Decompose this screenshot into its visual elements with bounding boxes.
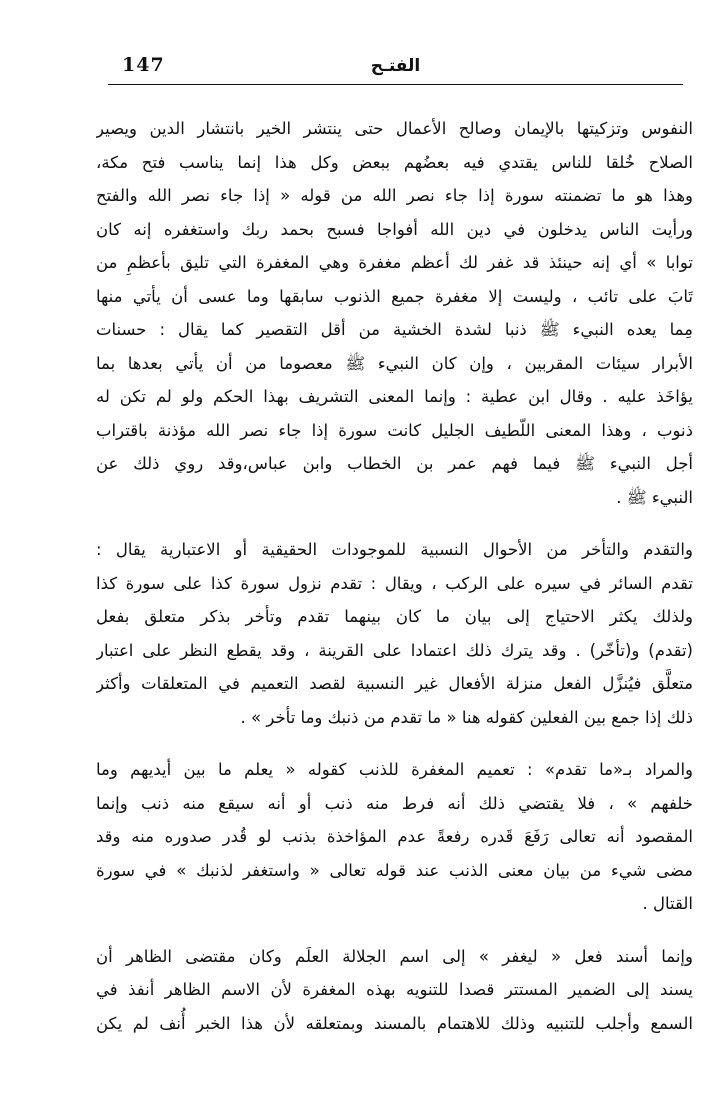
running-head: الفتـح bbox=[370, 56, 421, 76]
text-line: الأبرار سيئات المقربين ، وإن كان النبيء ﷺ معصوما من أن يأتي بعدها بما bbox=[96, 353, 693, 373]
text-line: المقصود أنه تعالى رَفَعَ قَدره رفعةً عدم المؤاخذة بذنب لو قُدر صدوره منه وقد bbox=[96, 827, 693, 846]
text-line: وإنما أسند فعل « ليغفر » إلى اسم الجلالة العلَم وكان مقتضى الظاهر أن bbox=[96, 946, 693, 966]
page-number: 147 bbox=[122, 54, 165, 76]
text-line: النفوس وتزكيتها بالإيمان وصالح الأعمال حتى ينتشر الخير بانتشار الدين ويصير bbox=[96, 119, 693, 138]
paragraph-gap bbox=[96, 921, 693, 940]
text-line: والتقدم والتأخر من الأحوال النسبية للموجودات الحقيقية أو الاعتبارية يقال : bbox=[96, 540, 693, 559]
text-line: (تقدم) و(تأخّر) . وقد يترك ذلك اعتمادا على القرينة ، وقد يقطع النظر على اعتبار bbox=[96, 640, 693, 660]
text-line: السمع وأجلب للتنبيه وذلك للاهتمام بالمسند وبمتعلقه لأن هذا الخبر أُنف لم يكن bbox=[96, 1013, 693, 1033]
paragraph-gap bbox=[96, 514, 693, 533]
text-line: ورأيت الناس يدخلون في دين الله أفواجا فسبح بحمد ربك واستغفره إنه كان bbox=[96, 219, 693, 239]
text-line: مضى شيء من بيان معنى الذنب عند قوله تعالى « واستغفر لذنبك » في سورة bbox=[96, 860, 693, 880]
text-line: القتال . bbox=[642, 894, 693, 913]
text-line: والمراد بـ«ما تقدم» : تعميم المغفرة للذنب كقوله « يعلم ما بين أيديهم وما bbox=[96, 760, 693, 779]
text-line: وهذا هو ما تضمنته سورة إذا جاء نصر الله من قوله « إذا جاء نصر الله والفتح bbox=[96, 186, 693, 205]
text-line: يسند إلى الضمير المستتر قصدا للتنويه بهذه المغفرة لأن الاسم الظاهر أنفذ في bbox=[96, 980, 693, 999]
paragraph-gap bbox=[96, 734, 693, 753]
text-line: مِما يعده النبيء ﷺ ذنبا لشدة الخشية من أقل التقصير كما يقال : حسنات bbox=[96, 320, 693, 339]
header-rule bbox=[108, 84, 683, 85]
text-line: النبيء ﷺ . bbox=[616, 487, 693, 507]
text-line: تقدم السائر في سيره على الركب ، ويقال : تقدم نزول سورة كذا على سورة كذا bbox=[96, 573, 693, 593]
text-line: ذنوب ، وهذا المعنى اللّطيف الجليل كانت سورة إذا جاء نصر الله مؤذنة باقتراب bbox=[96, 420, 693, 440]
paragraph-2 bbox=[96, 533, 693, 734]
text-line: خلفهم » ، فلا يقتضي ذلك أنه فرط منه ذنب أو أنه سيقع منه ذنب وإنما bbox=[96, 793, 693, 813]
paragraph-4 bbox=[96, 940, 693, 1041]
text-line: يؤاخَذ عليه . وقال ابن عطية : وإنما المعنى التشريف بهذا الحكم ولو لم تكن له bbox=[96, 387, 693, 406]
text-line: الصلاح خُلقا للناس يقتدي فيه بعضُهم ببعض وكل هذا إنما يناسب فتح مكة، bbox=[96, 152, 693, 172]
text-line: تَابَ على تائب ، وليست إلا مغفرة جميع الذنوب سابقها وما عسى أن يأتي منها bbox=[96, 286, 693, 306]
text-line: ولذلك يكثر الاحتياج إلى بيان ما كان بينهما تقدم وتأخر بذكر متعلق بفعل bbox=[96, 607, 693, 626]
body-text bbox=[96, 112, 693, 1040]
text-line: توابا » أي إنه حينئذ قد غفر لك أعظم مغفرة وهي المغفرة التي تليق بأعظمِ من bbox=[96, 253, 693, 272]
text-line: ذلك إذا جمع بين الفعلين كقوله هنا « ما تقدم من ذنبك وما تأخر » . bbox=[240, 707, 693, 727]
text-line: أجل النبيء ﷺ فيما فهم عمر بن الخطاب وابن عباس،وقد روي ذلك عن bbox=[96, 454, 693, 473]
page-header bbox=[108, 46, 683, 82]
paragraph-3 bbox=[96, 753, 693, 921]
text-line: متعلَّق فيُنزَّل الفعل منزلة الأفعال غير النسبية لقصد التعميم في المتعلقات وأكثر bbox=[96, 674, 693, 693]
paragraph-1 bbox=[96, 112, 693, 514]
